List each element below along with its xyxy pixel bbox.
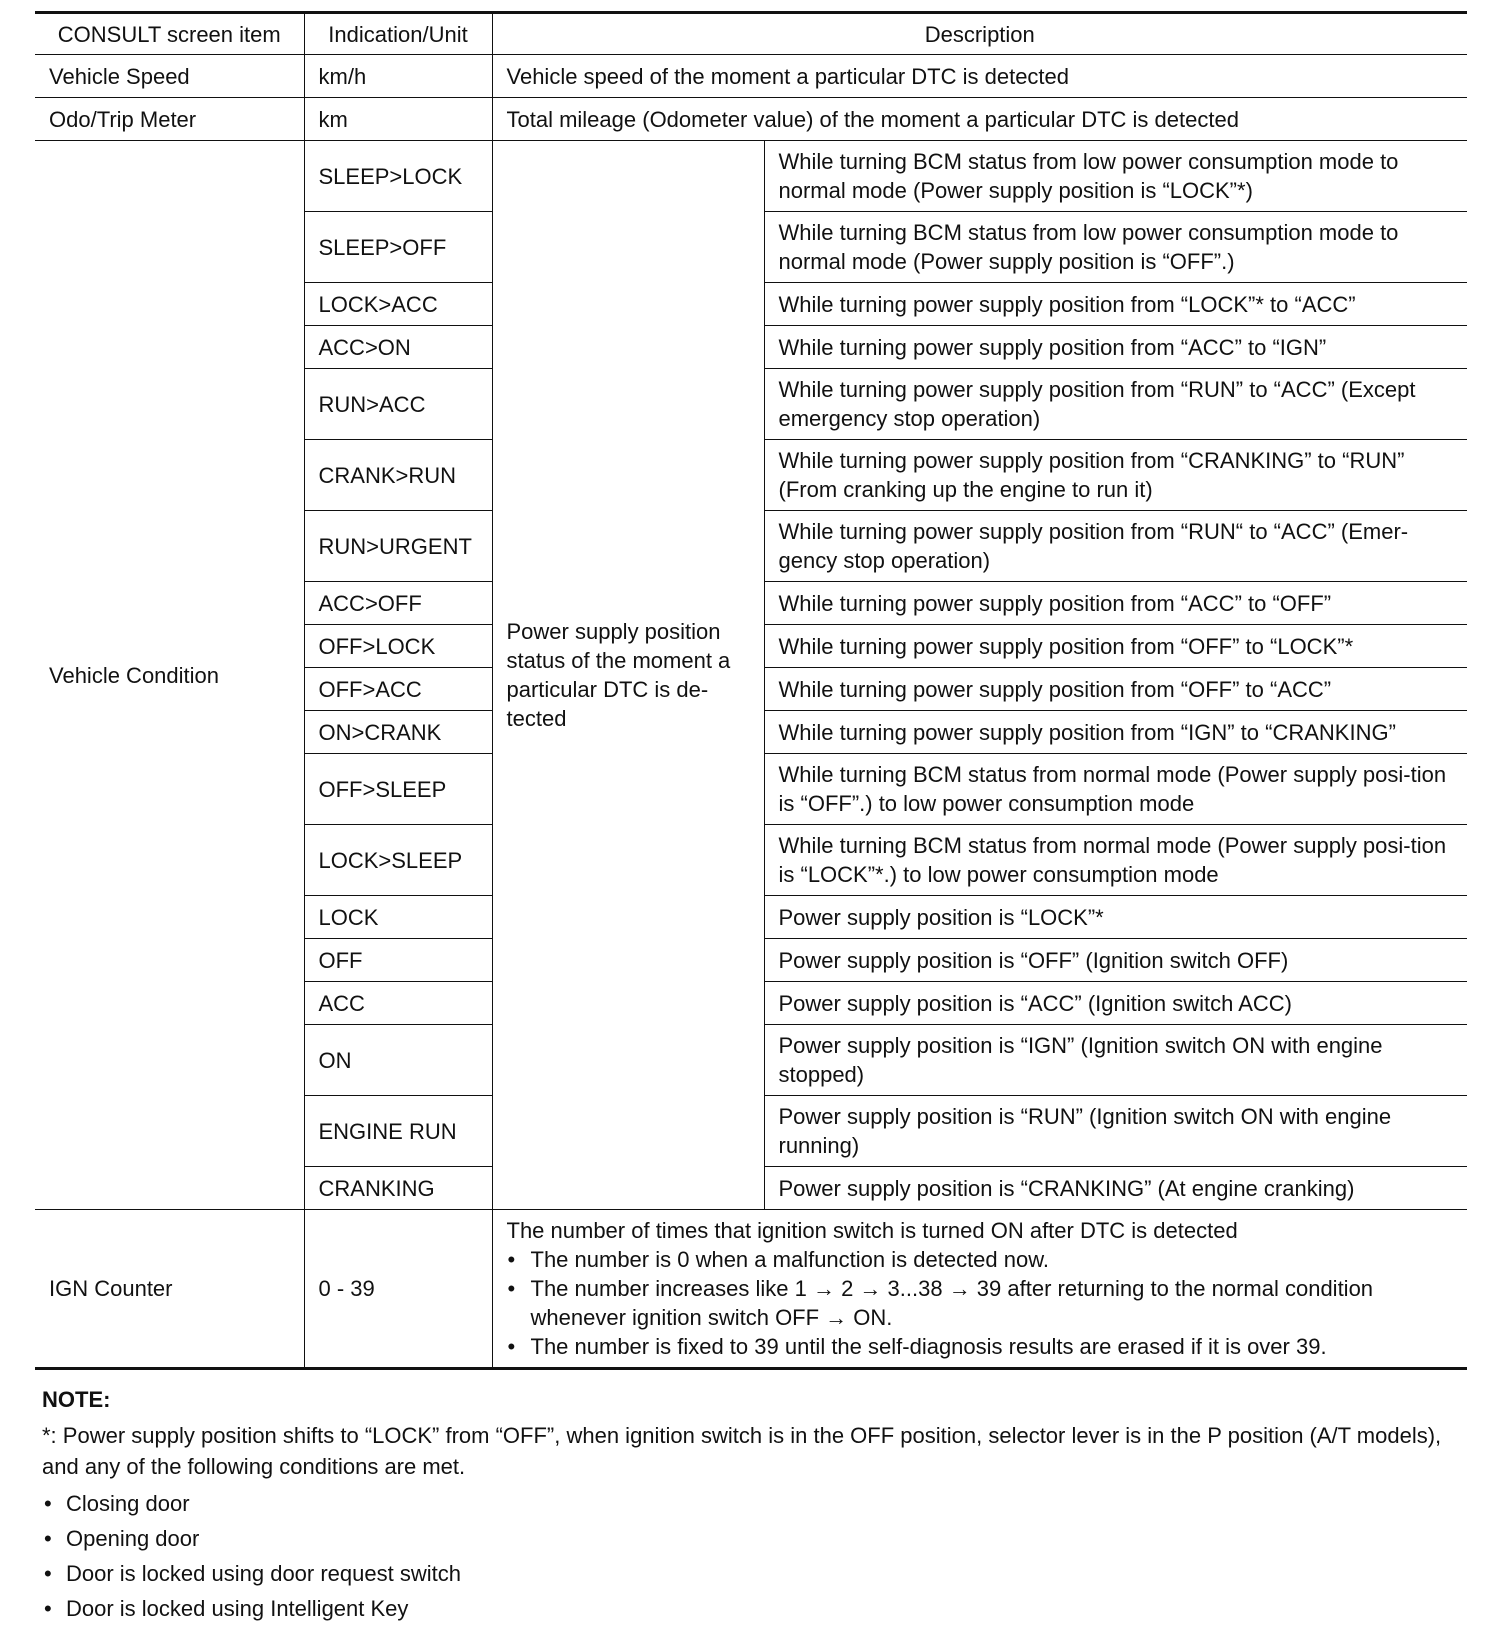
state-description-cell: While turning power supply position from “IGN” to “CRANKING” xyxy=(764,711,1467,754)
state-description-cell: Power supply position is “IGN” (Ignition switch ON with engine stopped) xyxy=(764,1025,1467,1096)
indication-cell: ON xyxy=(304,1025,492,1096)
indication-cell: ACC xyxy=(304,982,492,1025)
state-description-cell: While turning power supply position from “ACC” to “IGN” xyxy=(764,326,1467,369)
item-cell: IGN Counter xyxy=(35,1210,304,1369)
list-item: • Door is locked using Intelligent Key xyxy=(42,1591,1467,1626)
description-cell: Total mileage (Odometer value) of the moment a particular DTC is detected xyxy=(492,98,1467,141)
indication-cell: SLEEP>OFF xyxy=(304,212,492,283)
table-row xyxy=(35,55,1467,98)
state-description-cell: While turning power supply position from “RUN” to “ACC” (Except emergency stop operation) xyxy=(764,369,1467,440)
table-header-row xyxy=(35,13,1467,55)
table-row-ign-counter xyxy=(35,1210,1467,1369)
state-description-cell: While turning power supply position from “OFF” to “ACC” xyxy=(764,668,1467,711)
vehicle-condition-item-cell: Vehicle Condition xyxy=(35,141,304,1210)
indication-cell: RUN>URGENT xyxy=(304,511,492,582)
state-description-cell: Power supply position is “OFF” (Ignition switch OFF) xyxy=(764,939,1467,982)
indication-cell: CRANK>RUN xyxy=(304,440,492,511)
indication-cell: ACC>OFF xyxy=(304,582,492,625)
ign-counter-description-cell xyxy=(492,1210,1467,1369)
list-item: • Door is locked using door request switch xyxy=(42,1556,1467,1591)
bullet-item: • The number is 0 when a malfunction is detected now. xyxy=(507,1245,1454,1274)
indication-cell: CRANKING xyxy=(304,1167,492,1210)
indication-cell: OFF xyxy=(304,939,492,982)
ign-counter-bullets xyxy=(507,1245,1454,1361)
indication-cell: LOCK xyxy=(304,896,492,939)
note-title: NOTE: xyxy=(42,1387,111,1412)
state-description-cell: While turning BCM status from normal mode (Power supply posi-tion is “OFF”.) to low power consumption mode xyxy=(764,754,1467,825)
bullet-item: • The number is fixed to 39 until the self-diagnosis results are erased if it is over 39. xyxy=(507,1332,1454,1361)
header-description: Description xyxy=(492,13,1467,55)
vehicle-condition-summary-cell: Power supply position status of the moment a particular DTC is de-tected xyxy=(492,141,764,1210)
state-description-cell: While turning BCM status from normal mode (Power supply posi-tion is “LOCK”*.) to low power consumption mode xyxy=(764,825,1467,896)
note-conditions-list xyxy=(42,1486,1467,1626)
indication-cell: OFF>SLEEP xyxy=(304,754,492,825)
state-description-cell: While turning power supply position from “LOCK”* to “ACC” xyxy=(764,283,1467,326)
state-description-cell: While turning BCM status from low power consumption mode to normal mode (Power supply position is “LOCK”*) xyxy=(764,141,1467,212)
item-cell: Odo/Trip Meter xyxy=(35,98,304,141)
table-row xyxy=(35,98,1467,141)
indication-cell: ON>CRANK xyxy=(304,711,492,754)
indication-cell: ENGINE RUN xyxy=(304,1096,492,1167)
unit-cell: 0 - 39 xyxy=(304,1210,492,1369)
description-cell: Vehicle speed of the moment a particular DTC is detected xyxy=(492,55,1467,98)
header-screen-item: CONSULT screen item xyxy=(35,13,304,55)
state-description-cell: While turning power supply position from “RUN“ to “ACC” (Emer-gency stop operation) xyxy=(764,511,1467,582)
unit-cell: km xyxy=(304,98,492,141)
indication-cell: RUN>ACC xyxy=(304,369,492,440)
note-text: *: Power supply position shifts to “LOCK” from “OFF”, when ignition switch is in the OFF position, selector lever is in the P position (A/T models), and any of the following conditions are met. xyxy=(42,1423,1442,1479)
state-description-cell: Power supply position is “RUN” (Ignition switch ON with engine running) xyxy=(764,1096,1467,1167)
table-row xyxy=(35,141,1467,212)
indication-cell: SLEEP>LOCK xyxy=(304,141,492,212)
ign-counter-intro: The number of times that ignition switch is turned ON after DTC is detected xyxy=(506,1218,1238,1243)
indication-cell: OFF>ACC xyxy=(304,668,492,711)
bullet-item: • The number increases like 1 → 2 → 3...38 → 39 after returning to the normal condition whenever ignition switch OFF → ON. xyxy=(507,1274,1454,1332)
state-description-cell: While turning BCM status from low power consumption mode to normal mode (Power supply position is “OFF”.) xyxy=(764,212,1467,283)
state-description-cell: Power supply position is “LOCK”* xyxy=(764,896,1467,939)
state-description-cell: While turning power supply position from “OFF” to “LOCK”* xyxy=(764,625,1467,668)
note-section xyxy=(42,1384,1467,1626)
indication-cell: OFF>LOCK xyxy=(304,625,492,668)
list-item: • Opening door xyxy=(42,1521,1467,1556)
state-description-cell: While turning power supply position from “CRANKING” to “RUN” (From cranking up the engine to run it) xyxy=(764,440,1467,511)
indication-cell: LOCK>ACC xyxy=(304,283,492,326)
indication-cell: LOCK>SLEEP xyxy=(304,825,492,896)
state-description-cell: Power supply position is “ACC” (Ignition switch ACC) xyxy=(764,982,1467,1025)
consult-table xyxy=(35,11,1467,1370)
list-item: • Closing door xyxy=(42,1486,1467,1521)
unit-cell: km/h xyxy=(304,55,492,98)
header-indication-unit: Indication/Unit xyxy=(304,13,492,55)
item-cell: Vehicle Speed xyxy=(35,55,304,98)
state-description-cell: While turning power supply position from “ACC” to “OFF” xyxy=(764,582,1467,625)
indication-cell: ACC>ON xyxy=(304,326,492,369)
state-description-cell: Power supply position is “CRANKING” (At engine cranking) xyxy=(764,1167,1467,1210)
